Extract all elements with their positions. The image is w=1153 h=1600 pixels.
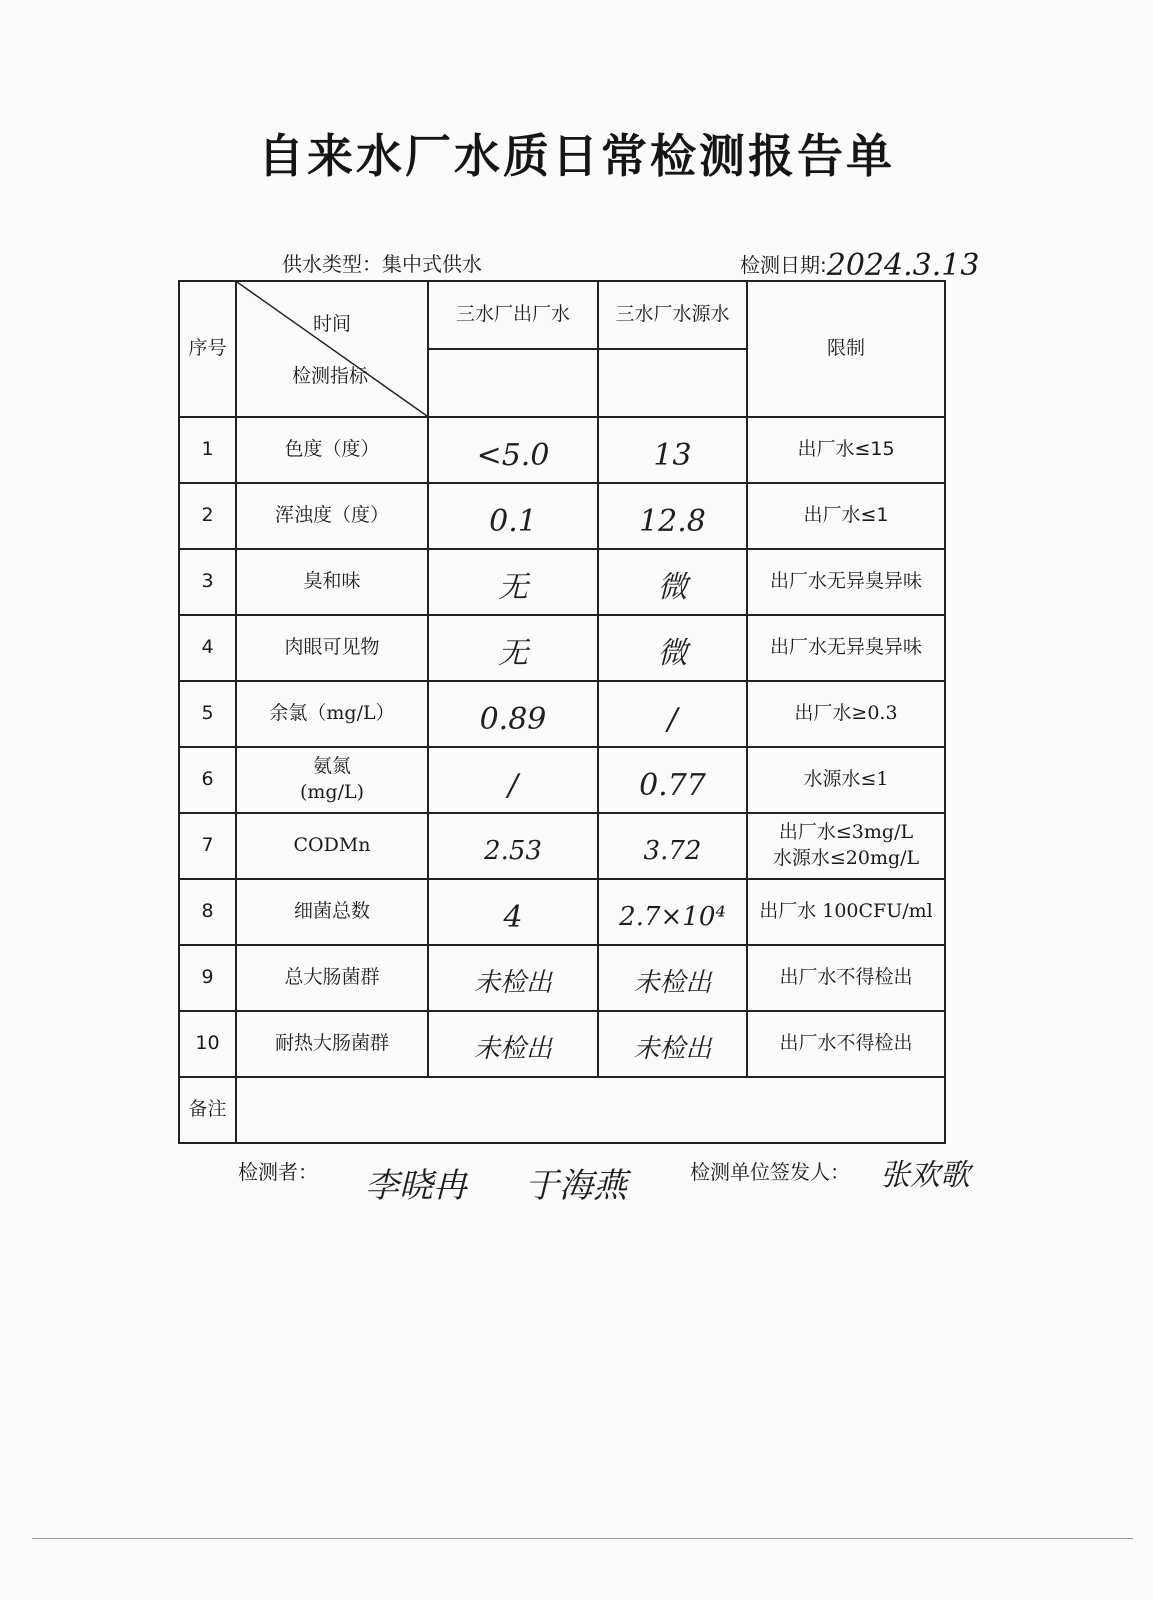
header-seq: 序号: [179, 281, 236, 417]
inspector-signature-2: 于海燕: [525, 1166, 627, 1206]
table-row: [179, 1011, 945, 1077]
row-no: 7: [179, 813, 236, 879]
table-row: [179, 945, 945, 1011]
row-limit: 出厂水≤15: [747, 417, 945, 483]
row-no: 4: [179, 615, 236, 681]
header-indicator: 检测指标: [292, 365, 369, 387]
row-indicator: 臭和味: [236, 549, 428, 615]
supply-type: [282, 248, 482, 277]
row-limit: 出厂水不得检出: [747, 1011, 945, 1077]
table-row: [179, 681, 945, 747]
row-limit: 出厂水无异臭异味: [747, 549, 945, 615]
row-no: 9: [179, 945, 236, 1011]
row-value-outlet: 0.89: [428, 681, 598, 747]
row-value-source: 3.72: [598, 813, 747, 879]
row-value-outlet: /: [428, 747, 598, 813]
row-value-outlet: 无: [428, 615, 598, 681]
row-value-source: 12.8: [598, 483, 747, 549]
row-value-source: 未检出: [598, 1011, 747, 1077]
date-value: 2024.3.13: [826, 248, 980, 283]
row-limit: 水源水≤1: [747, 747, 945, 813]
row-no: 2: [179, 483, 236, 549]
row-value-source: 0.77: [598, 747, 747, 813]
row-value-outlet: 4: [428, 879, 598, 945]
date-label: 检测日期:: [740, 253, 827, 277]
row-value-outlet: 无: [428, 549, 598, 615]
report-title: 自来水厂水质日常检测报告单: [258, 129, 895, 183]
row-indicator: CODMn: [236, 813, 428, 879]
row-value-outlet: 未检出: [428, 1011, 598, 1077]
row-value-source: 微: [598, 615, 747, 681]
row-indicator: 肉眼可见物: [236, 615, 428, 681]
row-no: 10: [179, 1011, 236, 1077]
issuer-label: 检测单位签发人：: [690, 1160, 850, 1184]
row-indicator: 细菌总数: [236, 879, 428, 945]
row-limit: 出厂水无异臭异味: [747, 615, 945, 681]
row-value-source: /: [598, 681, 747, 747]
table-row: [179, 483, 945, 549]
diagonal-line: [237, 282, 427, 416]
table-row: [179, 417, 945, 483]
table-row: [179, 747, 945, 813]
row-limit: 出厂水不得检出: [747, 945, 945, 1011]
row-value-outlet: 2.53: [428, 813, 598, 879]
row-value-source: 微: [598, 549, 747, 615]
row-no: 3: [179, 549, 236, 615]
inspection-date: [740, 245, 980, 283]
row-indicator: 色度（度）: [236, 417, 428, 483]
row-limit: 出厂水≥0.3: [747, 681, 945, 747]
remarks-label: 备注: [179, 1077, 236, 1143]
row-value-source: 2.7×10⁴: [598, 879, 747, 945]
report-table: [178, 280, 946, 1144]
row-value-source: 未检出: [598, 945, 747, 1011]
row-no: 5: [179, 681, 236, 747]
header-time: 时间: [313, 313, 352, 335]
issuer-signature: 张欢歌: [880, 1158, 970, 1193]
row-indicator: 浑浊度（度）: [236, 483, 428, 549]
row-indicator: 余氯（mg/L）: [236, 681, 428, 747]
row-limit: 出厂水≤1: [747, 483, 945, 549]
header-col1-blank: [428, 349, 598, 417]
row-indicator: 总大肠菌群: [236, 945, 428, 1011]
row-value-source: 13: [598, 417, 747, 483]
row-value-outlet: 未检出: [428, 945, 598, 1011]
header-col2: 三水厂水源水: [598, 281, 747, 349]
row-value-outlet: 0.1: [428, 483, 598, 549]
remarks-value: [236, 1077, 945, 1143]
header-col2-blank: [598, 349, 747, 417]
row-value-outlet: <5.0: [428, 417, 598, 483]
inspector-signature-1: 李晓冉: [365, 1166, 467, 1206]
row-indicator: 氨氮 (mg/L): [236, 747, 428, 813]
table-row: [179, 879, 945, 945]
supply-type-label: 供水类型：: [282, 252, 382, 276]
header-diagonal: [236, 281, 428, 417]
inspector-label: 检测者：: [238, 1160, 318, 1184]
row-indicator: 耐热大肠菌群: [236, 1011, 428, 1077]
row-no: 8: [179, 879, 236, 945]
row-no: 1: [179, 417, 236, 483]
table-row: [179, 549, 945, 615]
bottom-divider: [32, 1538, 1133, 1539]
header-col1: 三水厂出厂水: [428, 281, 598, 349]
remarks-row: [179, 1077, 945, 1143]
table-row: [179, 813, 945, 879]
row-limit: 出厂水≤3mg/L 水源水≤20mg/L: [747, 813, 945, 879]
supply-type-value: 集中式供水: [382, 252, 482, 276]
row-limit: 出厂水 100CFU/ml: [747, 879, 945, 945]
table-row: [179, 615, 945, 681]
header-limit: 限制: [747, 281, 945, 417]
row-no: 6: [179, 747, 236, 813]
